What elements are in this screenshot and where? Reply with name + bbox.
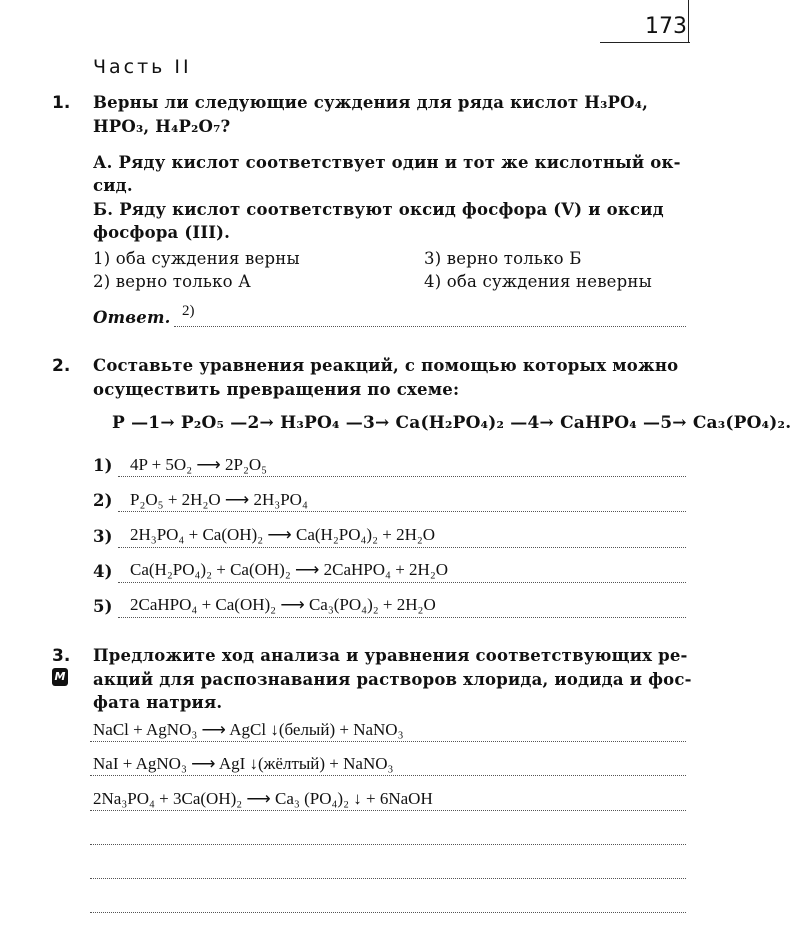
answer-line — [174, 326, 686, 327]
writing-line — [90, 878, 686, 879]
writing-line — [90, 741, 686, 742]
answer-equation[interactable]: NaI + AgNO₃ ⟶ AgI ↓(жёлтый) + NaNO₃ — [93, 754, 394, 773]
question-3-text: фата натрия. — [93, 693, 223, 712]
statement-a-text: сид. — [93, 176, 133, 195]
question-3-text: Предложите ход анализа и уравнения соответствующих ре- — [93, 646, 688, 665]
equation-text[interactable]: P₂O₅ + 2H₂O ⟶ 2H₃PO₄ — [130, 490, 308, 509]
question-2-text: осуществить превращения по схеме: — [93, 380, 460, 399]
question-3-number: 3. — [52, 646, 71, 666]
answer-value[interactable]: 2) — [182, 303, 195, 319]
equation-text[interactable]: 4P + 5O₂ ⟶ 2P₂O₅ — [130, 455, 268, 474]
question-1-number: 1. — [52, 93, 71, 113]
question-3-text: акций для распознавания растворов хлорида, иодида и фос- — [93, 670, 692, 689]
page-edge-rule — [688, 0, 689, 42]
statement-b-text: Ряду кислот соответствуют оксид фосфора (V) и оксид — [119, 200, 664, 219]
answer-equation[interactable]: 2Na₃PO₄ + 3Ca(OH)₂ ⟶ Ca₃ (PO₄)₂ ↓ + 6NaOH — [93, 789, 433, 808]
question-1-text: HPO₃, H₄P₂O₇? — [93, 117, 231, 136]
writing-line — [90, 912, 686, 913]
writing-line — [90, 810, 686, 811]
question-2-text: Составьте уравнения реакций, с помощью которых можно — [93, 356, 679, 375]
page-number-rule — [600, 42, 690, 43]
writing-line — [118, 476, 686, 477]
equation-number: 1) — [93, 456, 113, 475]
equation-number: 3) — [93, 527, 113, 546]
section-title: Часть II — [93, 56, 192, 78]
option-2: 2) верно только А — [93, 272, 251, 291]
equation-number: 5) — [93, 597, 113, 616]
statement-b-label: Б. — [93, 200, 114, 219]
writing-line — [118, 511, 686, 512]
writing-line — [118, 617, 686, 618]
transformation-scheme: P —1→ P₂O₅ —2→ H₃PO₄ —3→ Ca(H₂PO₄)₂ —4→ CaHPO₄ —5→ Ca₃(PO₄)₂. — [112, 413, 791, 433]
option-1: 1) оба суждения верны — [93, 249, 300, 268]
option-4: 4) оба суждения неверны — [424, 272, 652, 291]
statement-a-text: Ряду кислот соответствует один и тот же кислотный ок- — [118, 153, 681, 172]
equation-number: 4) — [93, 562, 113, 581]
statement-a-label: А. — [93, 153, 113, 172]
answer-label: Ответ. — [93, 308, 171, 327]
equation-number: 2) — [93, 491, 113, 510]
writing-line — [90, 844, 686, 845]
page-number: 173 — [645, 14, 687, 39]
method-badge-icon: M — [52, 668, 68, 686]
answer-equation[interactable]: NaCl + AgNO₃ ⟶ AgCl ↓(белый) + NaNO₃ — [93, 720, 404, 739]
equation-text[interactable]: 2H₃PO₄ + Ca(OH)₂ ⟶ Ca(H₂PO₄)₂ + 2H₂O — [130, 525, 436, 544]
question-2-number: 2. — [52, 356, 71, 376]
writing-line — [118, 582, 686, 583]
writing-line — [90, 775, 686, 776]
option-3: 3) верно только Б — [424, 249, 582, 268]
question-1-text: Верны ли следующие суждения для ряда кислот H₃PO₄, — [93, 93, 649, 112]
equation-text[interactable]: 2CaHPO₄ + Ca(OH)₂ ⟶ Ca₃(PO₄)₂ + 2H₂O — [130, 595, 436, 614]
equation-text[interactable]: Ca(H₂PO₄)₂ + Ca(OH)₂ ⟶ 2CaHPO₄ + 2H₂O — [130, 560, 449, 579]
writing-line — [118, 547, 686, 548]
statement-b-text: фосфора (III). — [93, 223, 231, 242]
